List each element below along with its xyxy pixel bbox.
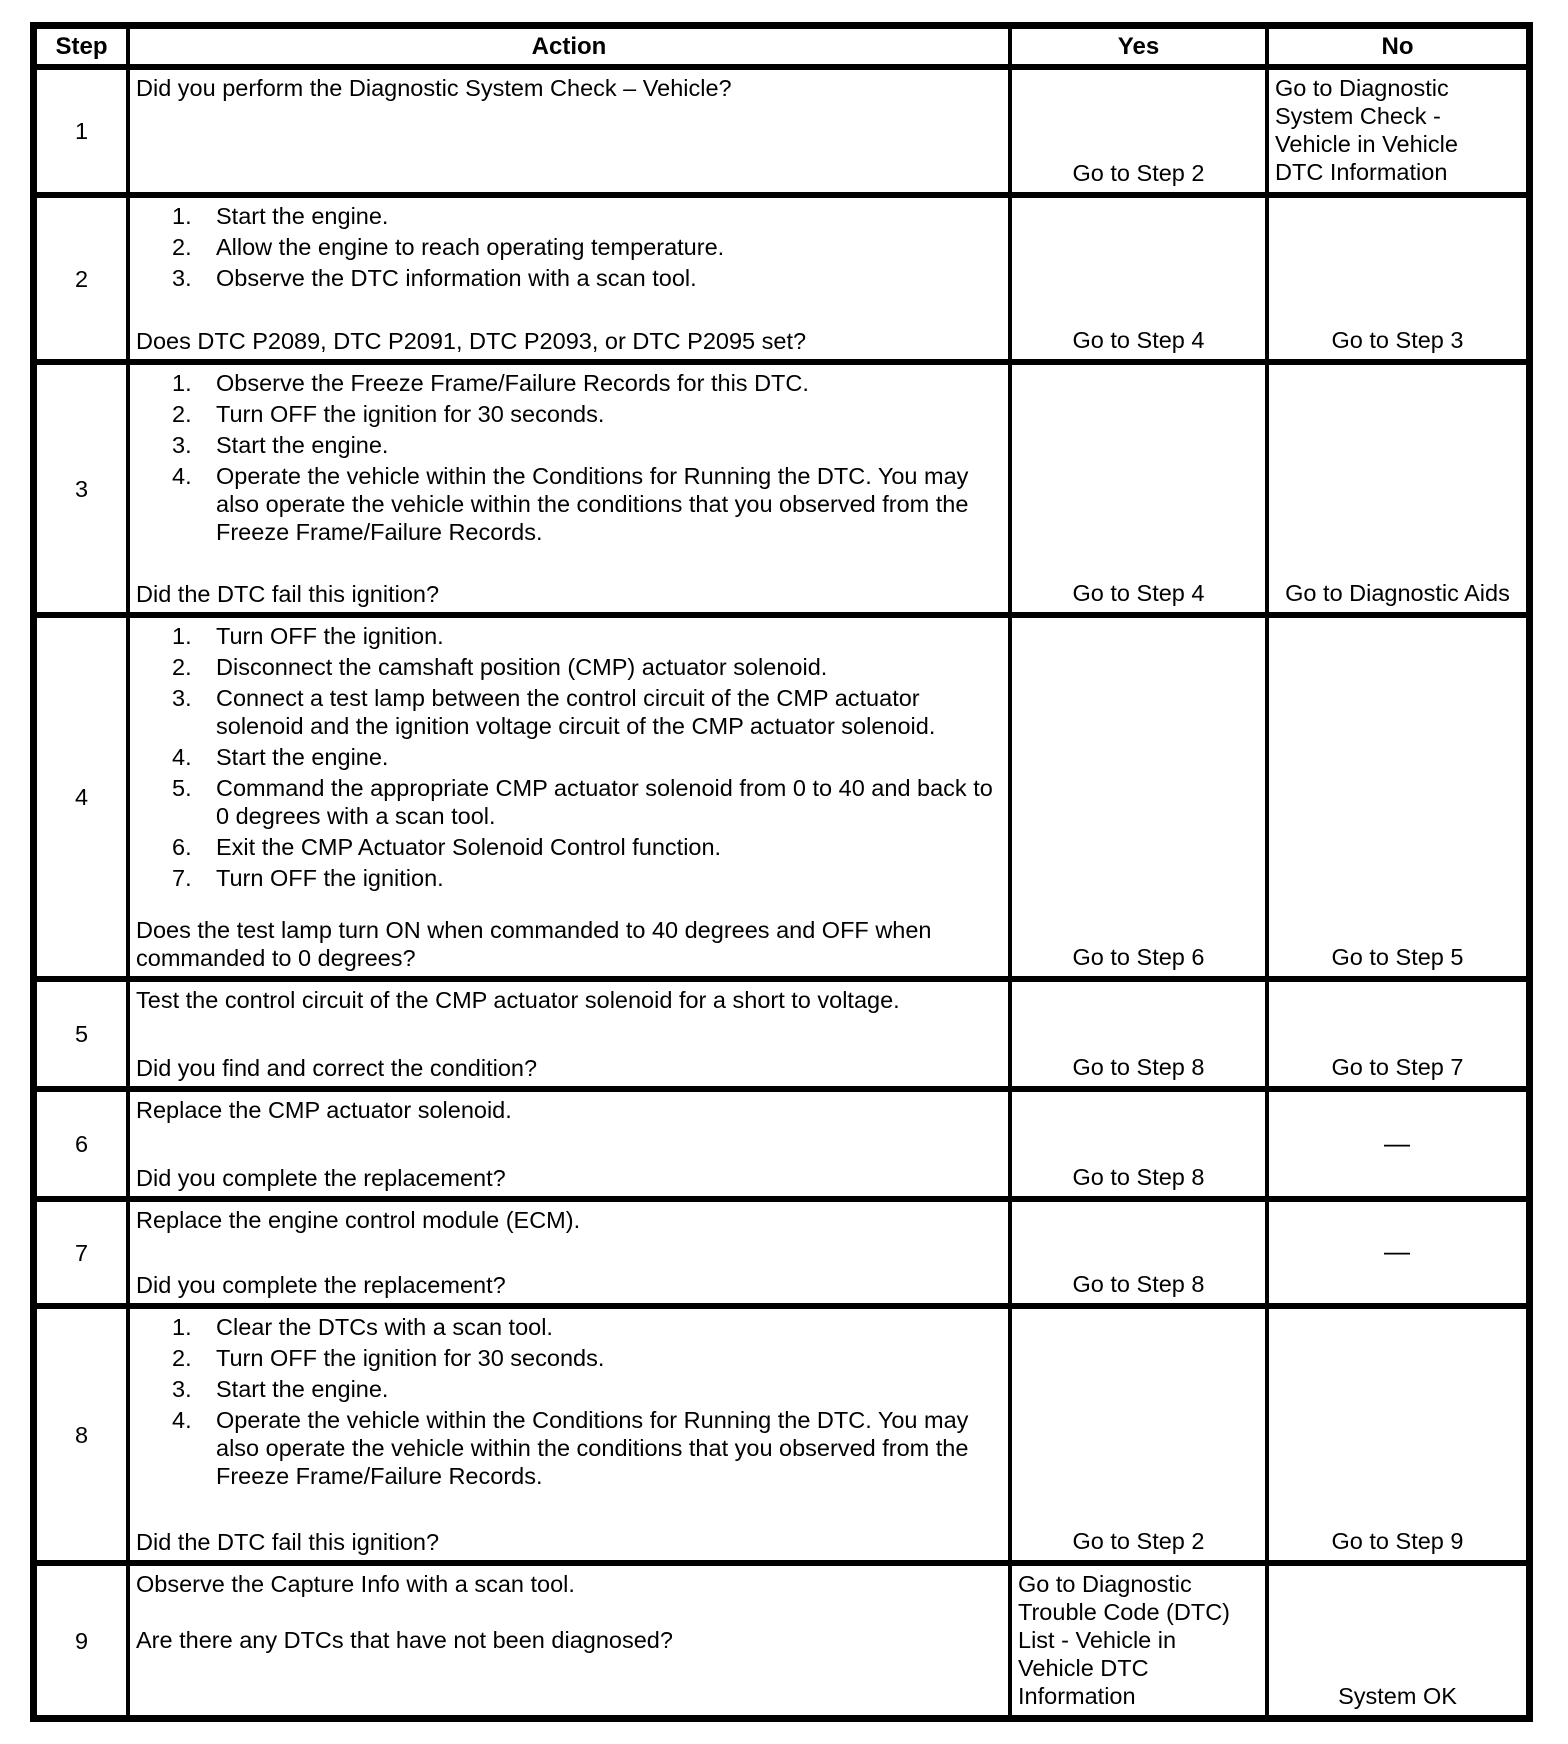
action-text-line: Are there any DTCs that have not been diagnosed? xyxy=(136,1627,673,1653)
action-item-number: 4. xyxy=(172,463,192,489)
action-item-number: 3. xyxy=(172,1376,192,1402)
action-question: Does DTC P2089, DTC P2091, DTC P2093, or DTC P2095 set? xyxy=(136,328,807,354)
yes-result-text: Go to Step 8 xyxy=(1072,1271,1205,1297)
no-cell xyxy=(1269,618,1526,976)
yes-result-text: Go to Step 8 xyxy=(1072,1054,1205,1080)
action-item-number: 4. xyxy=(172,744,192,770)
step-number: 1 xyxy=(74,118,89,144)
action-item-number: 2. xyxy=(172,654,192,680)
action-item-text: Clear the DTCs with a scan tool. xyxy=(216,1314,553,1340)
yes-result-text: Go to Step 6 xyxy=(1072,944,1205,970)
yes-cell xyxy=(1012,1202,1265,1303)
diagnostic-table xyxy=(30,22,1533,1722)
action-list-item xyxy=(136,462,1002,546)
action-cell xyxy=(130,1566,1008,1715)
action-list-item xyxy=(136,653,1002,681)
action-item-text: Disconnect the camshaft position (CMP) actuator solenoid. xyxy=(216,654,828,680)
action-item-text: Operate the vehicle within the Conditions for Running the DTC. You may also operate the vehicle within the conditions that you observed from the Freeze Frame/Failure Records. xyxy=(216,1407,969,1489)
action-item-text: Start the engine. xyxy=(216,744,389,770)
action-cell xyxy=(130,1309,1008,1560)
no-result-text: System OK xyxy=(1338,1683,1457,1709)
action-question: Does the test lamp turn ON when commanded to 40 degrees and OFF when commanded to 0 degrees? xyxy=(136,917,932,971)
action-item-text: Connect a test lamp between the control circuit of the CMP actuator solenoid and the ignition voltage circuit of the CMP actuator solenoid. xyxy=(216,685,936,739)
action-item-number: 2. xyxy=(172,234,192,260)
no-cell xyxy=(1269,1566,1526,1715)
spacer xyxy=(136,1014,1002,1052)
action-list-item xyxy=(136,774,1002,830)
step-cell xyxy=(37,982,126,1086)
yes-result-text: Go to Step 2 xyxy=(1072,160,1205,186)
spacer xyxy=(136,549,1002,578)
action-item-text: Exit the CMP Actuator Solenoid Control function. xyxy=(216,834,722,860)
action-item-number: 1. xyxy=(172,203,192,229)
step-number: 4 xyxy=(74,784,89,810)
step-number: 9 xyxy=(74,1627,89,1654)
no-cell xyxy=(1269,1202,1526,1303)
action-item-text: Turn OFF the ignition for 30 seconds. xyxy=(216,401,605,427)
yes-cell xyxy=(1012,365,1265,612)
action-item-text: Operate the vehicle within the Conditions for Running the DTC. You may also operate the vehicle within the conditions that you observed from the Freeze Frame/Failure Records. xyxy=(216,463,969,545)
action-item-number: 1. xyxy=(172,1314,192,1340)
action-item-text: Start the engine. xyxy=(216,432,389,458)
yes-cell xyxy=(1012,1092,1265,1196)
step-cell xyxy=(37,618,126,976)
action-item-text: Turn OFF the ignition. xyxy=(216,623,444,649)
action-cell xyxy=(130,618,1008,976)
no-cell xyxy=(1269,1092,1526,1196)
action-list-item xyxy=(136,400,1002,428)
step-cell xyxy=(37,70,126,192)
action-item-text: Turn OFF the ignition. xyxy=(216,865,444,891)
action-text-line: Replace the engine control module (ECM). xyxy=(136,1207,581,1233)
action-list-item xyxy=(136,1375,1002,1403)
no-result-text: Go to Diagnostic System Check - Vehicle in Vehicle DTC Information xyxy=(1275,75,1458,185)
action-text-line: Observe the Capture Info with a scan tool. xyxy=(136,1571,575,1597)
table-header-row xyxy=(37,29,1526,64)
step-cell xyxy=(37,365,126,612)
header-yes: Yes xyxy=(1012,29,1265,64)
action-list-item xyxy=(136,622,1002,650)
step-cell xyxy=(37,1092,126,1196)
spacer xyxy=(136,295,1002,325)
no-cell xyxy=(1269,1309,1526,1560)
step-number: 7 xyxy=(74,1239,89,1266)
action-list-item xyxy=(136,864,1002,892)
action-list-item xyxy=(136,369,1002,397)
action-text-line xyxy=(136,1598,1002,1626)
action-list-item xyxy=(136,1406,1002,1490)
no-result-text: — xyxy=(1384,1127,1411,1158)
action-item-number: 5. xyxy=(172,775,192,801)
yes-result-text: Go to Diagnostic Trouble Code (DTC) List - Vehicle in Vehicle DTC Information xyxy=(1018,1571,1230,1709)
action-cell xyxy=(130,70,1008,192)
table-row xyxy=(37,1309,1526,1560)
action-item-number: 1. xyxy=(172,370,192,396)
action-item-text: Command the appropriate CMP actuator solenoid from 0 to 40 and back to 0 degrees with a scan tool. xyxy=(216,775,993,829)
no-cell xyxy=(1269,365,1526,612)
action-item-number: 2. xyxy=(172,1345,192,1371)
action-item-text: Turn OFF the ignition for 30 seconds. xyxy=(216,1345,605,1371)
yes-result-text: Go to Step 4 xyxy=(1072,580,1205,606)
no-cell xyxy=(1269,70,1526,192)
table-row xyxy=(37,982,1526,1086)
yes-result-text: Go to Step 8 xyxy=(1072,1164,1205,1190)
no-result-text: — xyxy=(1384,1236,1411,1266)
action-list-item xyxy=(136,1344,1002,1372)
action-question: Did you complete the replacement? xyxy=(136,1165,506,1191)
action-item-number: 3. xyxy=(172,265,192,291)
step-cell xyxy=(37,198,126,359)
step-number: 5 xyxy=(74,1021,89,1047)
step-number: 8 xyxy=(74,1421,89,1448)
action-item-number: 3. xyxy=(172,432,192,458)
yes-cell xyxy=(1012,1309,1265,1560)
action-list-item xyxy=(136,431,1002,459)
action-list-item xyxy=(136,1313,1002,1341)
header-no: No xyxy=(1269,29,1526,64)
spacer xyxy=(136,1493,1002,1526)
action-question: Did you find and correct the condition? xyxy=(136,1055,538,1081)
spacer xyxy=(136,1234,1002,1269)
no-result-text: Go to Step 5 xyxy=(1331,944,1464,970)
action-item-text: Start the engine. xyxy=(216,1376,389,1402)
yes-cell xyxy=(1012,198,1265,359)
action-list-item xyxy=(136,233,1002,261)
action-question: Did the DTC fail this ignition? xyxy=(136,1529,440,1555)
step-cell xyxy=(37,1309,126,1560)
action-cell xyxy=(130,365,1008,612)
table-row xyxy=(37,365,1526,612)
table-row xyxy=(37,618,1526,976)
yes-cell xyxy=(1012,982,1265,1086)
action-text-line: Did you perform the Diagnostic System Check – Vehicle? xyxy=(136,75,732,101)
action-item-text: Allow the engine to reach operating temperature. xyxy=(216,234,725,260)
step-number: 6 xyxy=(74,1131,89,1157)
yes-result-text: Go to Step 4 xyxy=(1072,327,1205,353)
action-list-item xyxy=(136,833,1002,861)
yes-cell xyxy=(1012,70,1265,192)
action-item-text: Observe the DTC information with a scan tool. xyxy=(216,265,697,291)
no-cell xyxy=(1269,198,1526,359)
no-result-text: Go to Diagnostic Aids xyxy=(1285,580,1510,606)
action-item-text: Start the engine. xyxy=(216,203,389,229)
action-list-item xyxy=(136,743,1002,771)
action-list-item xyxy=(136,684,1002,740)
action-question: Did the DTC fail this ignition? xyxy=(136,581,440,607)
action-question: Did you complete the replacement? xyxy=(136,1272,506,1298)
action-item-number: 2. xyxy=(172,401,192,427)
action-item-number: 4. xyxy=(172,1407,192,1433)
action-cell xyxy=(130,1202,1008,1303)
step-number: 2 xyxy=(74,265,89,292)
action-list xyxy=(136,1313,1002,1493)
step-cell xyxy=(37,1202,126,1303)
step-number: 3 xyxy=(74,475,89,502)
action-list-item xyxy=(136,202,1002,230)
action-list xyxy=(136,202,1002,295)
yes-result-text: Go to Step 2 xyxy=(1072,1528,1205,1554)
yes-cell xyxy=(1012,618,1265,976)
action-list xyxy=(136,369,1002,549)
spacer xyxy=(136,1124,1002,1162)
header-action: Action xyxy=(130,29,1008,64)
action-item-number: 3. xyxy=(172,685,192,711)
no-result-text: Go to Step 3 xyxy=(1331,327,1464,353)
action-list xyxy=(136,622,1002,895)
action-cell xyxy=(130,982,1008,1086)
no-cell xyxy=(1269,982,1526,1086)
step-cell xyxy=(37,1566,126,1715)
action-cell xyxy=(130,1092,1008,1196)
spacer xyxy=(136,895,1002,914)
yes-cell xyxy=(1012,1566,1265,1715)
table-row xyxy=(37,1202,1526,1303)
action-cell xyxy=(130,198,1008,359)
action-text-line: Test the control circuit of the CMP actuator solenoid for a short to voltage. xyxy=(136,987,900,1013)
table-row xyxy=(37,70,1526,192)
no-result-text: Go to Step 7 xyxy=(1331,1054,1464,1080)
action-list-item xyxy=(136,264,1002,292)
table-row xyxy=(37,198,1526,359)
action-item-number: 6. xyxy=(172,834,192,860)
header-step: Step xyxy=(37,29,126,64)
action-item-number: 7. xyxy=(172,865,192,891)
table-row xyxy=(37,1092,1526,1196)
table-row xyxy=(37,1566,1526,1715)
no-result-text: Go to Step 9 xyxy=(1331,1528,1464,1554)
action-item-text: Observe the Freeze Frame/Failure Records for this DTC. xyxy=(216,370,809,396)
action-text-line: Replace the CMP actuator solenoid. xyxy=(136,1097,512,1123)
action-item-number: 1. xyxy=(172,623,192,649)
